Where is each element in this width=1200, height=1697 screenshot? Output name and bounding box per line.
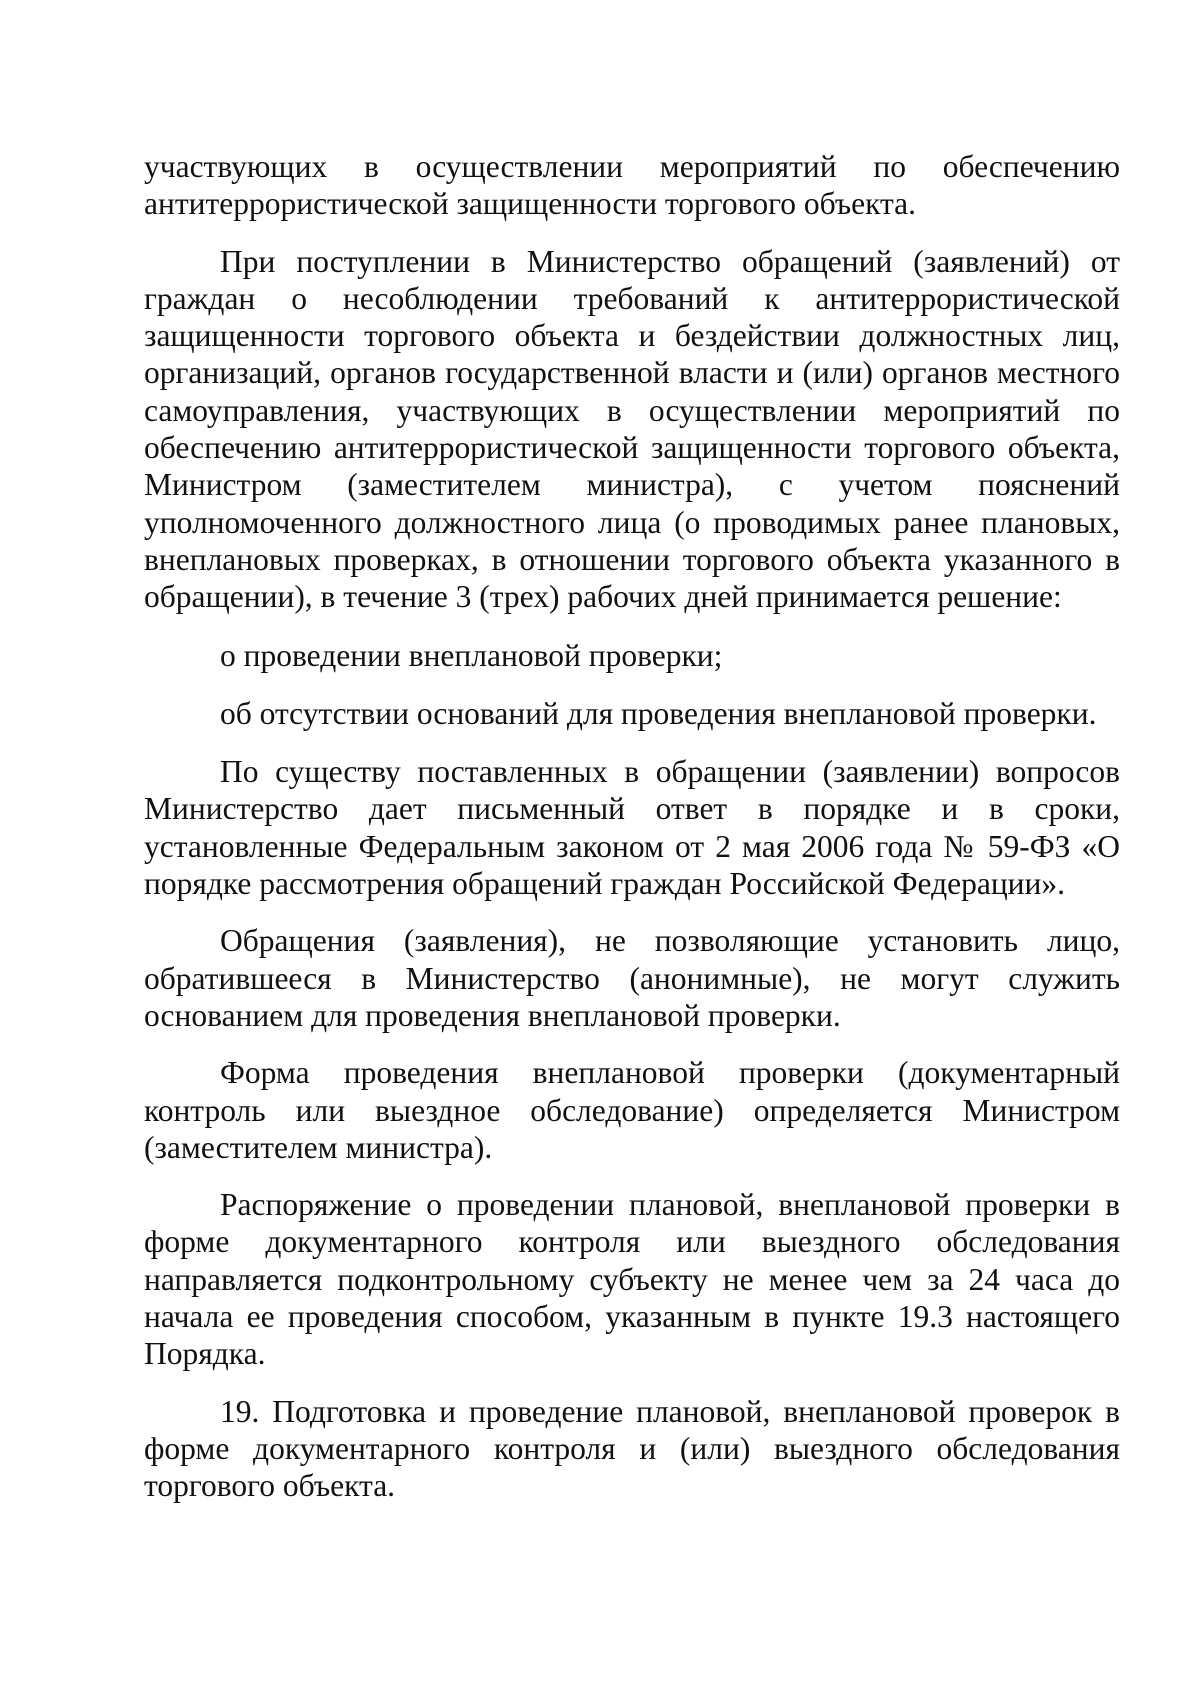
paragraph-appeals-procedure: При поступлении в Министерство обращений (заявлений) от граждан о несоблюдении требований к антитеррористической защищенности торгового объекта и бездействии должностных лиц, организаций, органов государственной власти и (или) органов местного самоуправления, участвующих в осуществлении мероприятий по обеспечению антитеррористической защищенности торгового объекта, Министром (заместителем министра), с учетом пояснений уполномоченного должностного лица (о проводимых ранее плановых, внеплановых проверках, в отношении торгового объекта указанного в обращении), в течение 3 (трех) рабочих дней принимается решение: [144,243,1120,615]
paragraph-continuation: участвующих в осуществлении мероприятий по обеспечению антитеррористической защищенности торгового объекта. [144,149,1120,222]
section-heading-19: 19. Подготовка и проведение плановой, внеплановой проверок в форме документарного контроля и (или) выездного обследования торгового объекта. [144,1393,1120,1504]
paragraph-written-response: По существу поставленных в обращении (заявлении) вопросов Министерство дает письменный ответ в порядке и в сроки, установленные Федеральным законом от 2 мая 2006 года № 59-ФЗ «О порядке рассмотрения обращений граждан Российской Федерации». [144,754,1120,902]
paragraph-inspection-form: Форма проведения внеплановой проверки (документарный контроль или выездное обследование) определяется Министром (заместителем министра). [144,1055,1120,1165]
document-page [144,148,1120,1505]
paragraph-order-notice: Распоряжение о проведении плановой, внеплановой проверки в форме документарного контроля или выездного обследования направляется подконтрольному субъекту не менее чем за 24 часа до начала ее проведения способом, указанным в пункте 19.3 настоящего Порядка. [144,1187,1120,1372]
list-item-decision-no-grounds: об отсутствии оснований для проведения внеплановой проверки. [220,695,1097,731]
paragraph-anonymous-appeals: Обращения (заявления), не позволяющие установить лицо, обратившееся в Министерство (анонимные), не могут служить основанием для проведения внеплановой проверки. [144,923,1120,1033]
list-item-decision-inspection: о проведении внеплановой проверки; [220,637,723,673]
